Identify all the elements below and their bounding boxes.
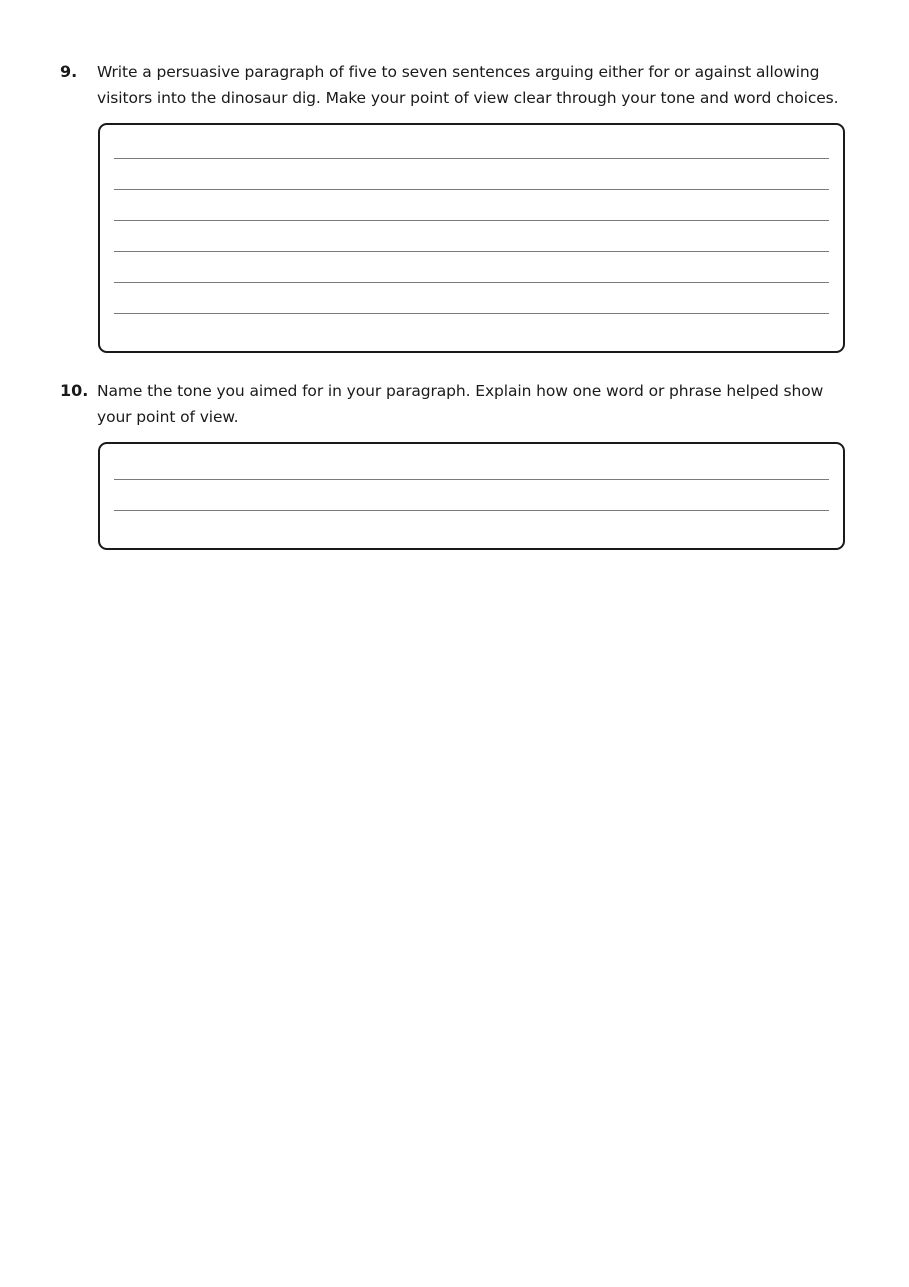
answer-line[interactable] (114, 479, 829, 480)
question-number: 10. (60, 381, 89, 400)
question-prompt: Write a persuasive paragraph of five to seven sentences arguing either for or against allowing visitors into the dinosaur dig. Make your point of view clear through your tone and word choices. (97, 63, 839, 107)
answer-line[interactable] (114, 510, 829, 511)
question-number: 9. (60, 62, 78, 81)
answer-line[interactable] (114, 220, 829, 221)
answer-line[interactable] (114, 158, 829, 159)
answer-line[interactable] (114, 251, 829, 252)
question-prompt: Name the tone you aimed for in your paragraph. Explain how one word or phrase helped show your point of view. (97, 382, 824, 426)
question-9 (60, 59, 850, 111)
answer-box-question-9[interactable] (98, 123, 845, 353)
answer-box-question-10[interactable] (98, 442, 845, 550)
question-10 (60, 378, 850, 430)
answer-line[interactable] (114, 313, 829, 314)
answer-line[interactable] (114, 282, 829, 283)
answer-line[interactable] (114, 189, 829, 190)
